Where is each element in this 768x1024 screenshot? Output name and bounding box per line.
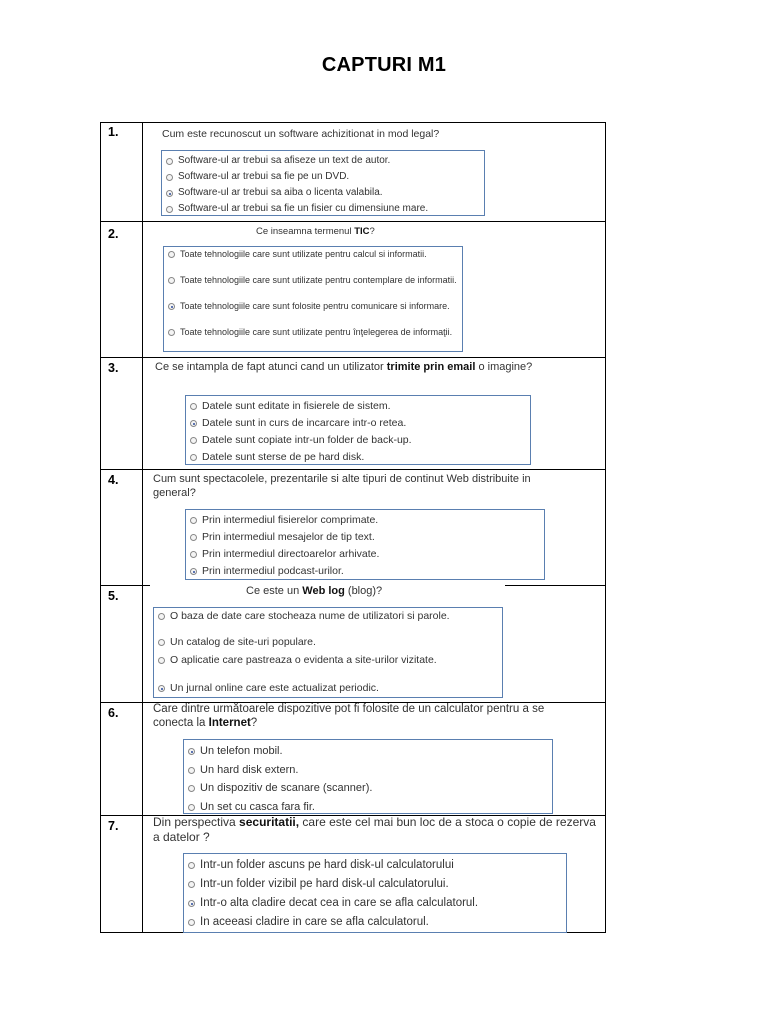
question-number: 4. xyxy=(108,473,119,487)
question-text: Cum sunt spectacolele, prezentarile si alte tipuri de continut Web distribuite in general? xyxy=(153,473,531,499)
answer-label: Un jurnal online care este actualizat periodic. xyxy=(170,682,379,694)
answer-label: Un telefon mobil. xyxy=(200,745,283,757)
question-text: Ce se intampla de fapt atunci cand un utilizator trimite prin email o imagine? xyxy=(155,361,533,373)
answer-option[interactable] xyxy=(188,913,562,932)
radio-icon[interactable] xyxy=(190,517,197,524)
answer-label: Intr-un folder ascuns pe hard disk-ul calculatorului xyxy=(200,859,454,871)
question-number: 2. xyxy=(108,227,119,241)
answer-option[interactable] xyxy=(188,742,548,761)
answer-option[interactable] xyxy=(166,153,480,169)
question-number: 5. xyxy=(108,589,119,603)
question-number: 6. xyxy=(108,706,119,720)
answer-label: Un hard disk extern. xyxy=(200,763,299,776)
answer-options xyxy=(185,509,545,580)
radio-icon[interactable] xyxy=(166,206,173,213)
answer-label: Un set cu casca fara fir. xyxy=(200,800,315,813)
answer-option[interactable] xyxy=(190,432,526,449)
answer-label: Toate tehnologiile care sunt utilizate pentru înţelegerea de informaţii. xyxy=(180,327,453,337)
answer-label: Prin intermediul fisierelor comprimate. xyxy=(202,514,379,526)
radio-selected-icon[interactable] xyxy=(188,900,195,907)
radio-icon[interactable] xyxy=(188,785,195,792)
answer-label: Toate tehnologiile care sunt utilizate pentru calcul si informatii. xyxy=(180,249,427,259)
radio-icon[interactable] xyxy=(168,329,175,336)
answer-label: Prin intermediul directoarelor arhivate. xyxy=(202,548,380,560)
question-5-capture xyxy=(150,580,505,700)
radio-icon[interactable] xyxy=(158,657,165,664)
answer-options xyxy=(161,150,485,216)
answer-label: Prin intermediul podcast-urilor. xyxy=(202,565,344,577)
answer-label: Intr-o alta cladire decat cea in care se afla calculatorul. xyxy=(200,897,479,909)
radio-selected-icon[interactable] xyxy=(168,303,175,310)
answer-option[interactable] xyxy=(188,779,548,798)
radio-icon[interactable] xyxy=(158,613,165,620)
answer-option[interactable] xyxy=(190,398,526,415)
answer-option[interactable] xyxy=(190,563,540,580)
answer-options xyxy=(183,853,567,933)
answer-option[interactable] xyxy=(188,798,548,817)
radio-icon[interactable] xyxy=(190,534,197,541)
answer-label: Datele sunt copiate intr-un folder de back-up. xyxy=(202,434,412,446)
answer-label: Software-ul ar trebui sa afiseze un text de autor. xyxy=(178,155,391,166)
radio-icon[interactable] xyxy=(188,919,195,926)
answer-option[interactable] xyxy=(168,275,458,301)
answer-label: Prin intermediul mesajelor de tip text. xyxy=(202,531,375,543)
answer-label: Toate tehnologiile care sunt folosite pentru comunicare si informare. xyxy=(180,301,450,311)
radio-icon[interactable] xyxy=(190,403,197,410)
answer-options xyxy=(153,607,503,698)
radio-icon[interactable] xyxy=(190,454,197,461)
answer-label: Toate tehnologiile care sunt utilizate pentru contemplare de informatii. xyxy=(180,275,457,285)
answer-option[interactable] xyxy=(158,652,498,682)
answer-option[interactable] xyxy=(190,546,540,563)
radio-icon[interactable] xyxy=(188,804,195,811)
question-text: Ce este un Web log (blog)? xyxy=(246,585,383,597)
answer-option[interactable] xyxy=(166,169,480,185)
answer-label: In aceeasi cladire in care se afla calculatorul. xyxy=(200,916,429,928)
answer-options xyxy=(183,739,553,814)
answer-option[interactable] xyxy=(190,512,540,529)
answer-option[interactable] xyxy=(168,301,458,327)
answer-label: Software-ul ar trebui sa fie un fisier cu dimensiune mare. xyxy=(178,203,429,214)
radio-icon[interactable] xyxy=(188,767,195,774)
question-text: Care dintre următoarele dispozitive pot fi folosite de un calculator pentru a se conecta la Internet? xyxy=(153,703,545,729)
answer-label: Datele sunt editate in fisierele de sistem. xyxy=(202,400,391,412)
answer-option[interactable] xyxy=(158,636,498,652)
answer-option[interactable] xyxy=(158,682,498,696)
page-title: CAPTURI M1 xyxy=(321,54,447,76)
answer-options xyxy=(163,246,463,352)
answer-option[interactable] xyxy=(190,529,540,546)
question-text: Ce inseamna termenul TIC? xyxy=(256,226,375,237)
answer-option[interactable] xyxy=(168,327,458,353)
answer-option[interactable] xyxy=(188,875,562,894)
radio-selected-icon[interactable] xyxy=(158,685,165,692)
answer-option[interactable] xyxy=(166,185,480,201)
row-divider xyxy=(100,357,606,358)
question-text: Cum este recunoscut un software achizitionat in mod legal? xyxy=(162,128,440,140)
table-divider xyxy=(142,122,143,933)
radio-icon[interactable] xyxy=(190,551,197,558)
answer-label: Un dispozitiv de scanare (scanner). xyxy=(200,782,373,794)
question-number: 3. xyxy=(108,361,119,375)
radio-icon[interactable] xyxy=(168,251,175,258)
answer-option[interactable] xyxy=(166,201,480,217)
answer-option[interactable] xyxy=(190,449,526,466)
question-number: 7. xyxy=(108,819,119,833)
question-number: 1. xyxy=(108,125,119,139)
question-text: Din perspectiva securitatii, care este cel mai bun loc de a stoca o copie de rezerva a datelor ? xyxy=(153,815,596,844)
answer-label: Intr-un folder vizibil pe hard disk-ul calculatorului. xyxy=(200,878,449,890)
answer-label: Datele sunt sterse de pe hard disk. xyxy=(202,451,365,463)
radio-icon[interactable] xyxy=(188,881,195,888)
answer-option[interactable] xyxy=(158,610,498,636)
radio-icon[interactable] xyxy=(168,277,175,284)
radio-icon[interactable] xyxy=(158,639,165,646)
radio-selected-icon[interactable] xyxy=(190,420,197,427)
radio-icon[interactable] xyxy=(166,158,173,165)
answer-label: Un catalog de site-uri populare. xyxy=(170,636,316,648)
question-1-capture xyxy=(150,124,490,221)
answer-label: Software-ul ar trebui sa aiba o licenta valabila. xyxy=(178,187,383,198)
answer-label: O baza de date care stocheaza nume de utilizatori si parole. xyxy=(170,610,450,622)
radio-icon[interactable] xyxy=(166,174,173,181)
radio-icon[interactable] xyxy=(188,862,195,869)
answer-label: Software-ul ar trebui sa fie pe un DVD. xyxy=(178,171,350,182)
radio-icon[interactable] xyxy=(190,437,197,444)
radio-selected-icon[interactable] xyxy=(188,748,195,755)
row-divider xyxy=(100,469,606,470)
answer-option[interactable] xyxy=(188,856,562,875)
answer-option[interactable] xyxy=(188,761,548,780)
answer-option[interactable] xyxy=(168,249,458,275)
answer-label: Datele sunt in curs de incarcare intr-o retea. xyxy=(202,417,407,429)
answer-option[interactable] xyxy=(190,415,526,432)
question-2-capture xyxy=(155,222,475,355)
answer-option[interactable] xyxy=(188,894,562,913)
radio-selected-icon[interactable] xyxy=(166,190,173,197)
answer-label: O aplicatie care pastreaza o evidenta a site-urilor vizitate. xyxy=(170,654,437,666)
radio-selected-icon[interactable] xyxy=(190,568,197,575)
answer-options xyxy=(185,395,531,465)
